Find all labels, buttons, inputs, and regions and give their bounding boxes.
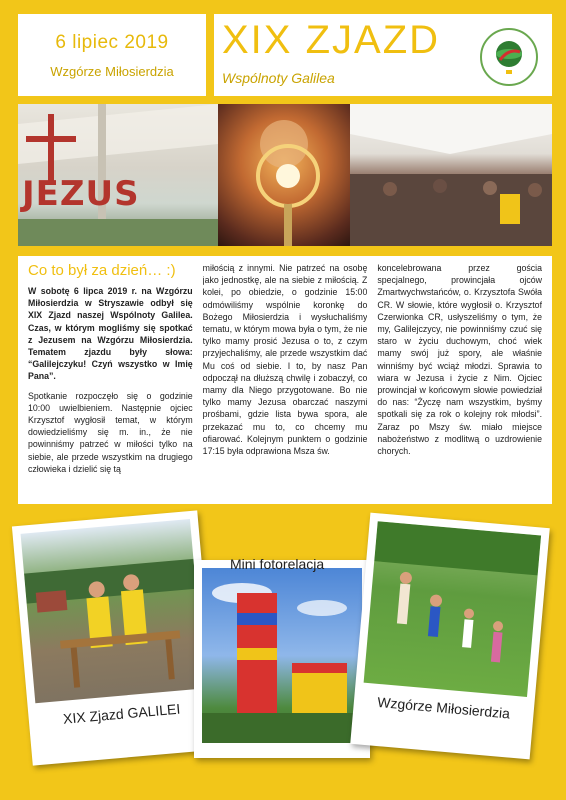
article-paragraph-2: miłością z innymi. Nie patrzeć na osobę jako jednostkę, ale na siebie z miłością. Z kolei, po obiedzie, o godzinie 15:00 odmówiliśmy wspólnie koronkę do Bożego Miłosierdzia i wysłuchaliśmy tematu, w którym mowa była o tym, że nie tylko mamy prosić Jezusa o to, z czym przyjechaliśmy, ale przede wszystkim dać Mu coś od siebie. I to, by nasz Pan odpoczął na dłuższą chwilę i zobaczył, co mamy dla Niego przygotowane. Bo nie tylko mamy Jezusa obarczać naszymi prośbami, gdzie lista bywa spora, ale przekazać mu to, co chcemy mu ofiarować. Kolejnym punktem o godzinie 17:15 była odprawiona Msza św. [202,263,368,457]
article-heading: Co to był za dzień… :) [28,262,176,279]
title-box [214,14,552,96]
logo-emblem-icon [482,30,536,84]
jezus-sign-text: JEZUS [22,174,140,214]
article-column-1 [28,262,193,498]
event-date: 6 lipiec 2019 [55,32,169,53]
caption-right: Wzgórze Miłosierdzia [376,693,511,722]
article-column-3 [377,262,542,498]
article-lead: W sobotę 6 lipca 2019 r. na Wzgórzu Miłosierdzia w Stryszawie odbył się XIX Zjazd naszej Wspólnoty Galilea. Czas, w którym mogliśmy się spotkać z Jezusem na Wzgórzu Miłosierdzia. Tematem zjazdu były słowa: “Galilejczyku! Czyń wszystko w Imię Pana”. [28,286,193,382]
jezus-sign-photo [18,104,218,246]
event-place: Wzgórze Miłosierdzia [50,64,174,79]
date-box [18,14,206,96]
article-box [18,256,552,504]
article-column-2 [203,262,368,498]
photo-strip [18,104,552,246]
caption-left: XIX Zjazd GALILEI [62,700,181,727]
monstrance-photo [218,104,350,246]
bouncy-castle-photo [202,568,362,743]
photo-card-center [194,560,370,758]
gallery-title: Mini fotorelacja [230,556,325,572]
galilea-logo [480,28,538,86]
meadow-photo [364,521,541,697]
page-title: XIX ZJAZD [222,18,441,62]
article-paragraph-3: koncelebrowana przez gościa specjalnego, prowincjała ojców Zmartwychwstańców, o. Krzysztofa Swóła CR. W słowie, które wygłosił o. Krzysztof Czerwionka CR, usłyszeliśmy o tym, że my, Galilejczycy, nie powinniśmy czuć się staro w życiu duchowym, choć wiek mamy swój już spory, ale właśnie winniśmy być wciąż młodzi. Sprawia to wiara w Jezusa i życie z Nim. Ojciec prowincjał w końcowym słowie powiedział do nas: “Życzę nam wszystkim, byśmy spotkali się za rok o kolejny rok młodsi”. Zaraz po Mszy św. miało miejsce nabożeństwo z modlitwą o uzdrowienie chorych. [377,263,543,457]
table-photo [21,519,205,703]
article-paragraph-1: Spotkanie rozpoczęło się o godzinie 10:00 uwielbieniem. Następnie ojciec Krzysztof wygłosił temat, w którym dowiedzieliśmy się m. in., że nie powinniśmy patrzeć w miłości tylko na siebie, ale przede wszystkim na drugiego człowieka i dzielić się tą [28,390,193,474]
page-subtitle: Wspólnoty Galilea [222,70,335,86]
photo-card-left [12,510,218,765]
photo-card-right [350,513,550,760]
tent-crowd-photo [350,104,552,246]
